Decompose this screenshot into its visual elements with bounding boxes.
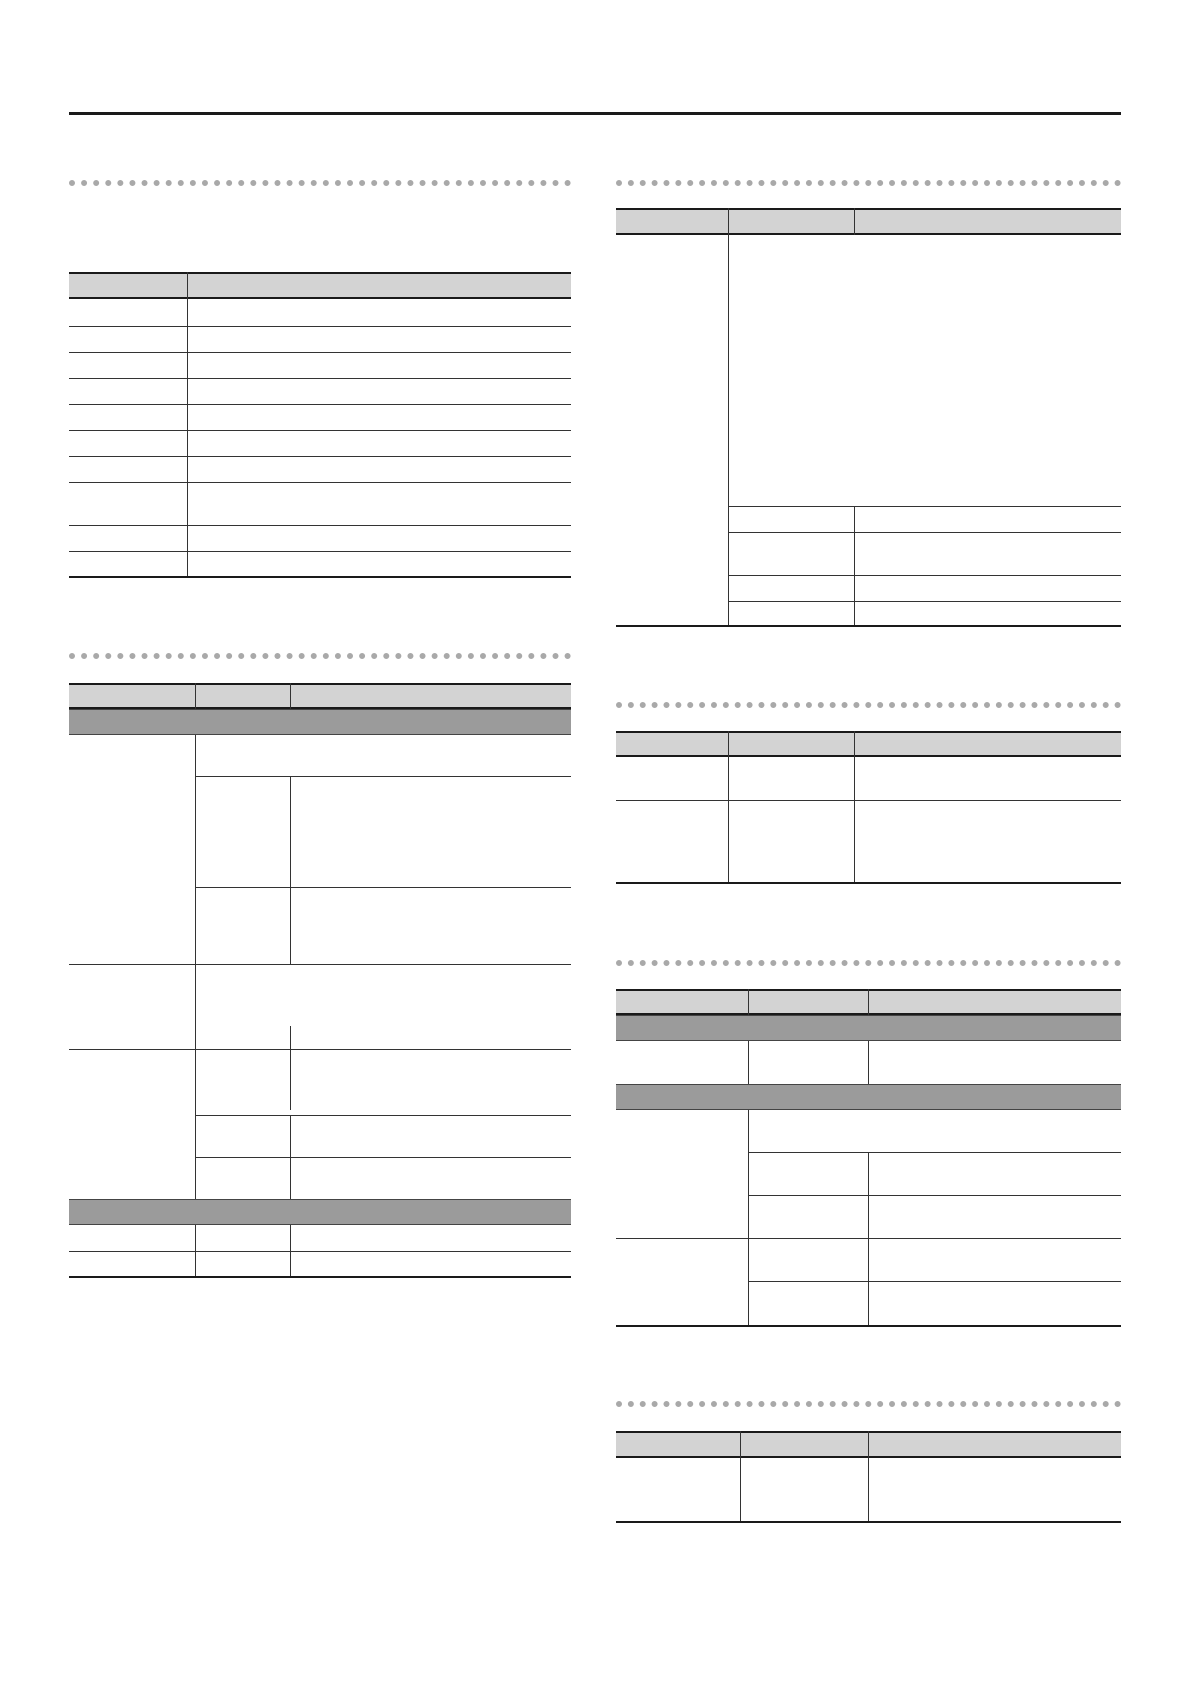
- table-1-row: [69, 326, 571, 327]
- table-6-col-divider: [868, 1431, 869, 1522]
- table-2-col-divider: [290, 683, 291, 709]
- table-3-col-divider: [728, 208, 729, 626]
- header-rule: [69, 112, 1121, 115]
- section-divider-1: [69, 180, 571, 188]
- table-3-row: [728, 506, 1121, 507]
- section-divider-5: [616, 960, 1121, 968]
- table-2-header: [69, 683, 571, 709]
- table-2-row: [195, 1115, 571, 1116]
- section-divider-3: [616, 180, 1121, 188]
- table-4-col-divider: [728, 731, 729, 883]
- table-1-row: [69, 525, 571, 526]
- table-5-row: [616, 1238, 1121, 1239]
- table-5-band-2: [616, 1084, 1121, 1110]
- table-2-col-divider: [195, 735, 196, 1209]
- table-5: [616, 989, 1121, 1326]
- table-2-col-divider: [195, 683, 196, 709]
- table-2-row: [69, 1049, 571, 1050]
- table-2-row: [195, 1157, 571, 1158]
- table-5-bottom: [616, 1325, 1121, 1327]
- table-1-row: [69, 378, 571, 379]
- table-2-row: [195, 776, 571, 777]
- table-2: [69, 683, 571, 1277]
- table-1-row: [69, 482, 571, 483]
- table-1-row: [69, 551, 571, 552]
- table-6-bottom: [616, 1521, 1121, 1523]
- table-1-header: [69, 272, 571, 299]
- table-5-col-divider: [868, 1152, 869, 1326]
- table-5-col-divider: [748, 989, 749, 1015]
- table-4-bottom: [616, 882, 1121, 884]
- table-3-row: [728, 575, 1121, 576]
- table-2-band-1: [69, 709, 571, 735]
- table-1-bottom: [69, 576, 571, 578]
- table-2-bottom: [69, 1276, 571, 1278]
- section-divider-2: [69, 653, 571, 661]
- table-2-band-2: [69, 1199, 571, 1225]
- table-1-row: [69, 456, 571, 457]
- table-6: [616, 1431, 1121, 1522]
- table-2-col-divider: [290, 1026, 291, 1110]
- table-5-col-divider: [748, 1041, 749, 1084]
- table-1-row: [69, 404, 571, 405]
- table-3: [616, 208, 1121, 626]
- table-3-bottom: [616, 625, 1121, 627]
- table-5-col-divider: [748, 1110, 749, 1326]
- table-5-row: [748, 1281, 1121, 1282]
- table-4: [616, 731, 1121, 883]
- table-2-row: [69, 964, 571, 965]
- table-3-row: [728, 532, 1121, 533]
- table-2-col-divider: [290, 776, 291, 964]
- table-5-band-1: [616, 1015, 1121, 1041]
- table-1-row: [69, 352, 571, 353]
- table-5-row: [748, 1195, 1121, 1196]
- table-4-header: [616, 731, 1121, 757]
- table-6-col-divider: [740, 1431, 741, 1522]
- table-2-row: [195, 887, 571, 888]
- table-3-col-divider: [854, 208, 855, 235]
- table-1-row: [69, 430, 571, 431]
- section-divider-4: [616, 702, 1121, 710]
- table-4-row: [616, 800, 1121, 801]
- table-5-col-divider: [868, 989, 869, 1015]
- table-2-row: [69, 1251, 571, 1252]
- table-5-col-divider: [868, 1041, 869, 1084]
- table-4-col-divider: [854, 731, 855, 883]
- section-divider-6: [616, 1401, 1121, 1409]
- table-1: [69, 272, 571, 577]
- table-3-col-divider: [854, 506, 855, 626]
- table-1-col-divider: [187, 272, 188, 577]
- table-2-col-divider: [290, 1115, 291, 1209]
- table-3-row: [728, 601, 1121, 602]
- table-5-row: [748, 1152, 1121, 1153]
- table-3-header: [616, 208, 1121, 235]
